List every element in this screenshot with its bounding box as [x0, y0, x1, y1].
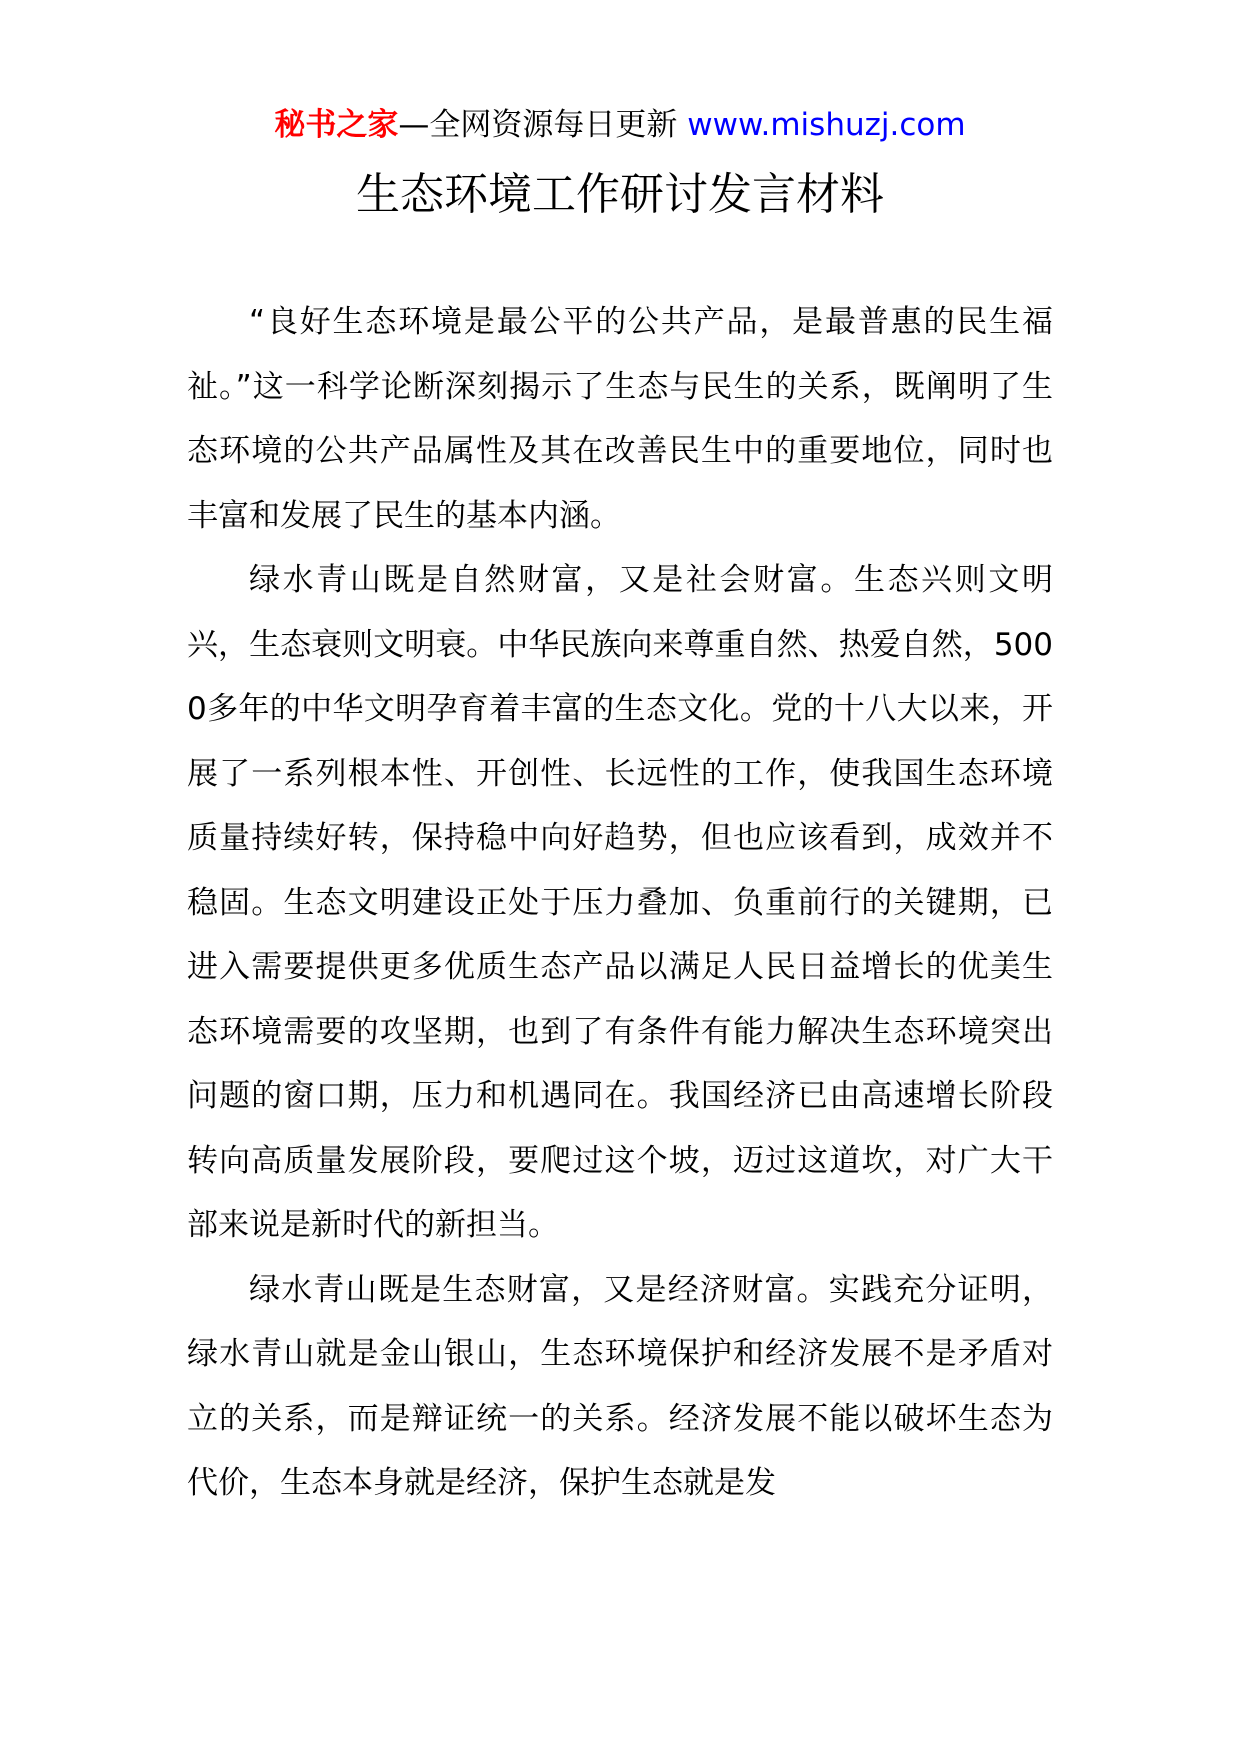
- document-title: 生态环境工作研讨发言材料: [356, 169, 884, 220]
- site-header: [0, 102, 1240, 148]
- paragraph-2: 绿水青山既是自然财富，又是社会财富。生态兴则文明兴，生态衰则文明衰。中华民族向来尊重自然、热爱自然，5000多年的中华文明孕育着丰富的生态文化。党的十八大以来，开展了一系列根本性、开创性、长远性的工作，使我国生态环境质量持续好转，保持稳中向好趋势，但也应该看到，成效并不稳固。生态文明建设正处于压力叠加、负重前行的关键期，已进入需要提供更多优质生态产品以满足人民日益增长的优美生态环境需要的攻坚期，也到了有条件有能力解决生态环境突出问题的窗口期，压力和机遇同在。我国经济已由高速增长阶段转向高质量发展阶段，要爬过这个坡，迈过这道坎，对广大干部来说是新时代的新担当。: [187, 562, 1053, 1243]
- site-url[interactable]: www.mishuzj.com: [687, 107, 966, 143]
- document-body: [187, 290, 1053, 1516]
- paragraph-3: 绿水青山既是生态财富，又是经济财富。实践充分证明，绿水青山就是金山银山，生态环境保护和经济发展不是矛盾对立的关系，而是辩证统一的关系。经济发展不能以破坏生态为代价，生态本身就是经济，保护生态就是发: [187, 1271, 1053, 1501]
- header-tagline: —全网资源每日更新: [398, 107, 688, 143]
- paragraph-1: “良好生态环境是最公平的公共产品，是最普惠的民生福祉。”这一科学论断深刻揭示了生态与民生的关系，既阐明了生态环境的公共产品属性及其在改善民生中的重要地位，同时也丰富和发展了民生的基本内涵。: [187, 304, 1053, 534]
- brand-name: 秘书之家: [274, 107, 399, 143]
